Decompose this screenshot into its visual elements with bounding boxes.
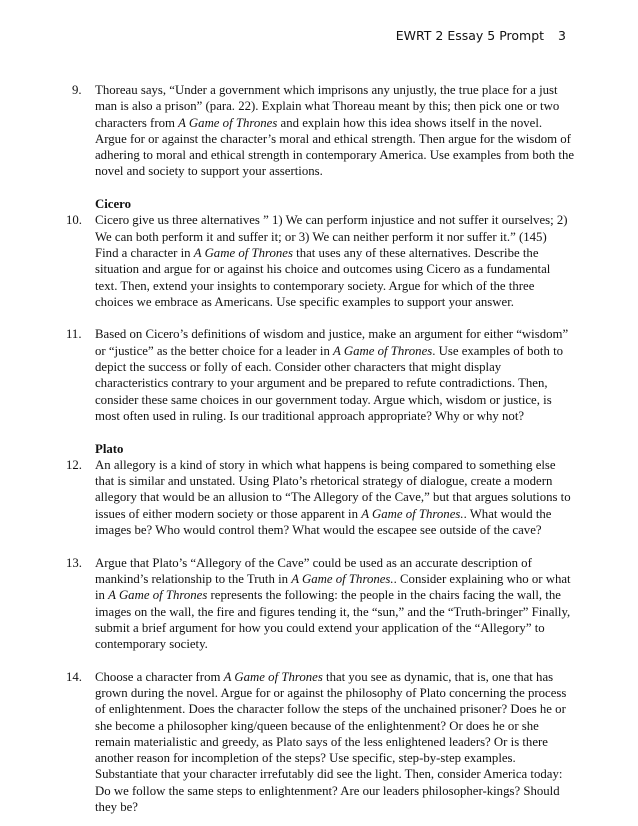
prompt-item-11 bbox=[66, 326, 571, 424]
item-number: 9. bbox=[72, 83, 82, 97]
item-line: Choose a character from A Game of Thrones that you see as dynamic, that is, one that has bbox=[95, 669, 554, 684]
prompt-item-10 bbox=[66, 212, 571, 310]
item-line: Do we follow the same steps to enlightenment? Are our leaders philosopher-kings? Should bbox=[95, 783, 560, 798]
book-title: A Game of Thrones. bbox=[361, 506, 464, 521]
book-title: A Game of Thrones bbox=[193, 245, 293, 260]
item-line: remain materialistic and greedy, as Plato says of the less enlightened leaders? Or is there bbox=[95, 734, 548, 749]
item-line: choices we embrace as Americans. Use specific examples to support your answer. bbox=[95, 294, 514, 309]
item-line: Cicero give us three alternatives ” 1) We can perform injustice and not suffer it ourselves; 2) bbox=[95, 213, 568, 228]
book-title: A Game of Thrones bbox=[333, 343, 433, 358]
item-line: text. Then, extend your insights to contemporary society. Argue for which of the three bbox=[95, 278, 535, 293]
section-heading-plato: Plato bbox=[95, 441, 124, 456]
item-line: consider these same choices in our government today. Argue which, wisdom or justice, is bbox=[95, 392, 552, 407]
item-line: Based on Cicero’s definitions of wisdom and justice, make an argument for either “wisdom” bbox=[95, 327, 569, 342]
item-line: issues of either modern society or those apparent in A Game of Thrones.. What would the bbox=[95, 506, 552, 521]
item-line: adhering to moral and ethical strength in contemporary America. Use examples from both the bbox=[95, 148, 575, 163]
item-line: they be? bbox=[95, 800, 138, 815]
item-number: 11. bbox=[66, 327, 82, 342]
prompt-item-13 bbox=[66, 555, 571, 653]
item-line: Argue for or against the character’s moral and ethical strength. Then argue for the wisdom of bbox=[95, 131, 571, 146]
prompt-item-14 bbox=[66, 669, 571, 816]
item-line: or “justice” as the better choice for a leader in A Game of Thrones. Use examples of both to bbox=[95, 343, 564, 358]
section-heading-cicero: Cicero bbox=[95, 197, 132, 212]
item-line: situation and argue for or against his choice and outcomes using Cicero as a fundamental bbox=[95, 262, 551, 277]
item-line: We can both perform it and suffer it; or 3) We can neither perform it nor suffer it.” (145) bbox=[95, 229, 547, 244]
item-line: novel and society to support your assertions. bbox=[95, 164, 323, 179]
header-title: EWRT 2 Essay 5 Prompt bbox=[395, 28, 545, 43]
item-number: 14. bbox=[66, 669, 82, 684]
item-line: Find a character in A Game of Thrones that uses any of these alternatives. Describe the bbox=[95, 245, 539, 260]
item-line: Thoreau says, “Under a government which imprisons any unjustly, the true place for a just bbox=[95, 83, 558, 97]
item-line: grown during the novel. Argue for or against the philosophy of Plato concerning the process bbox=[95, 685, 567, 700]
item-line: that is similar and unstated. Using Plato’s rhetorical strategy of dialogue, create a modern bbox=[95, 474, 553, 489]
item-line: images on the wall, the fire and figures tending it, the “sun,” and the “Truth-bringer” Finally, bbox=[95, 604, 571, 619]
item-number: 12. bbox=[66, 457, 82, 472]
item-line: contemporary society. bbox=[95, 637, 208, 652]
page-header bbox=[396, 28, 566, 43]
item-line: characters from A Game of Thrones and explain how this idea shows itself in the novel. bbox=[95, 115, 543, 130]
item-line: Argue that Plato’s “Allegory of the Cave” could be used as an accurate description of bbox=[95, 555, 532, 570]
document-body bbox=[66, 82, 575, 815]
prompt-item-12 bbox=[66, 457, 571, 538]
item-line: allegory that would be an allusion to “The Allegory of the Cave,” but that argues solutions to bbox=[95, 490, 571, 505]
item-number: 13. bbox=[66, 555, 82, 570]
item-line: most often used in ruling. Is our traditional approach appropriate? Why or why not? bbox=[95, 408, 525, 423]
item-line: characteristics contrary to your argument and be prepared to refute contradictions. Then, bbox=[95, 376, 548, 391]
item-line: of enlightenment. Does the character follow the steps of the unchained prisoner? Does he or bbox=[95, 702, 566, 717]
item-line: Substantiate that your character irrefutably did see the light. Then, consider America today: bbox=[95, 767, 563, 782]
item-line: images be? Who would control them? What would the escapee see outside of the cave? bbox=[95, 523, 542, 538]
item-line: depict the success or folly of each. Consider other characters that might display bbox=[95, 360, 502, 375]
book-title: A Game of Thrones bbox=[108, 588, 208, 603]
item-line: she become a philosopher king/queen because of the enlightenment? Or does he or she bbox=[95, 718, 539, 733]
prompt-item-9 bbox=[72, 82, 575, 180]
item-line: mankind’s relationship to the Truth in A Game of Thrones.. Consider explaining who or what bbox=[95, 571, 571, 586]
item-line: another reason for incompletion of the steps? Use specific, step-by-step examples. bbox=[95, 751, 516, 766]
book-title: A Game of Thrones bbox=[178, 115, 278, 130]
item-line: submit a brief argument for how you could extend your application of the “Allegory” to bbox=[95, 620, 545, 635]
book-title: A Game of Thrones. bbox=[291, 571, 394, 586]
item-line: man is also a prison” (para. 22). Explain what Thoreau meant by this; then pick one or two bbox=[95, 99, 560, 114]
page-number: 3 bbox=[558, 28, 566, 43]
item-line: An allegory is a kind of story in which what happens is being compared to something else bbox=[95, 457, 556, 472]
book-title: A Game of Thrones bbox=[223, 669, 323, 684]
item-number: 10. bbox=[66, 213, 82, 228]
item-line: in A Game of Thrones represents the following: the people in the chairs facing the wall, the bbox=[95, 588, 561, 603]
